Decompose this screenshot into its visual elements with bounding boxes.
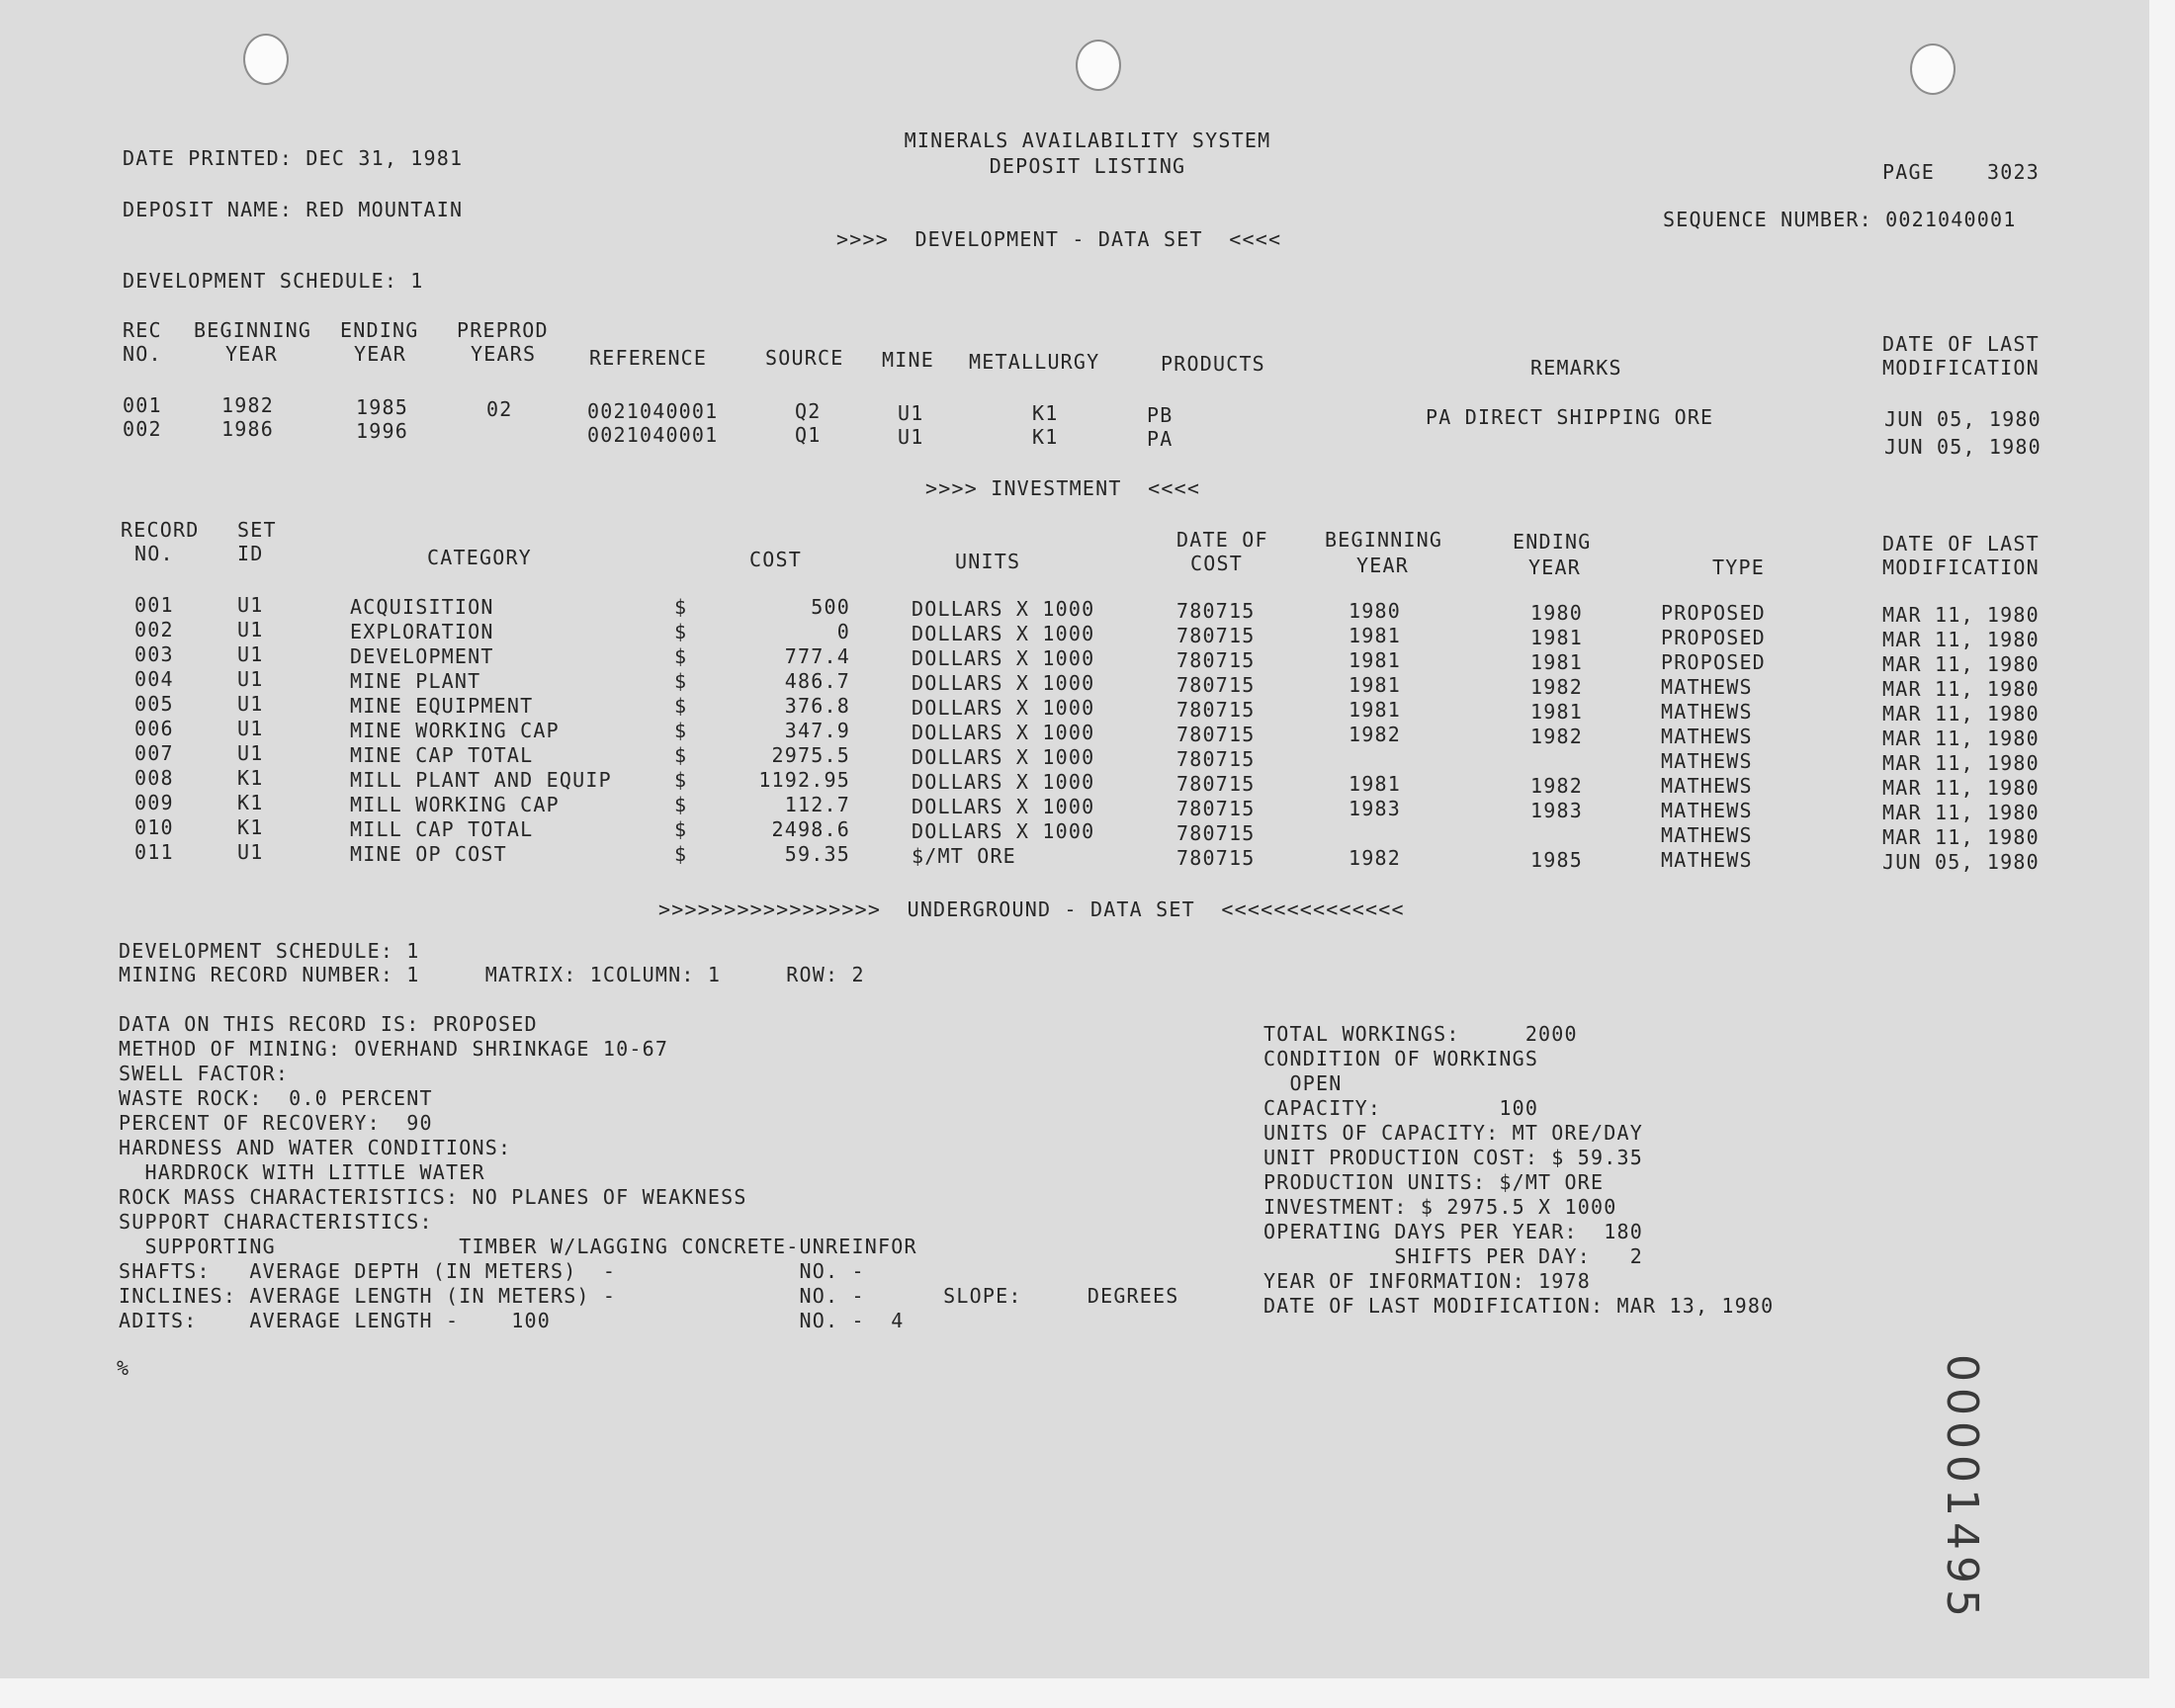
page-number: 3023 <box>1987 160 2040 184</box>
cell-set-id: U1 <box>237 667 264 691</box>
cell-beginning-year: 1981 <box>1348 624 1401 647</box>
cell-date-of-cost: 780715 <box>1176 797 1256 820</box>
cell-units: DOLLARS X 1000 <box>912 622 1095 645</box>
cell-currency: $ <box>674 719 688 742</box>
cell-currency: $ <box>674 743 688 767</box>
cell-beginning-year: 1981 <box>1348 648 1401 672</box>
cell-record-no: 001 <box>134 593 174 617</box>
cell-category: EXPLORATION <box>350 620 494 643</box>
cell-units: DOLLARS X 1000 <box>912 770 1095 794</box>
underground-detail-line: INVESTMENT: $ 2975.5 X 1000 <box>1263 1195 1617 1219</box>
cell-set-id: K1 <box>237 815 264 839</box>
cell-ending-year: 1985 <box>1530 848 1583 872</box>
underground-detail-line: SWELL FACTOR: <box>119 1062 290 1085</box>
cell-set-id: U1 <box>237 642 264 666</box>
underground-schedule: DEVELOPMENT SCHEDULE: 1 <box>119 939 420 963</box>
cell-units: DOLLARS X 1000 <box>912 819 1095 843</box>
cell-type: MATHEWS <box>1661 823 1753 847</box>
cell-last-modification: MAR 11, 1980 <box>1882 825 2040 849</box>
cell-record-no: 011 <box>134 840 174 864</box>
cell-cost: 112.7 <box>784 793 850 816</box>
cell-beginning-year: 1982 <box>1348 723 1401 746</box>
cell-record-no: 007 <box>134 741 174 765</box>
cell-units: DOLLARS X 1000 <box>912 671 1095 695</box>
cell-type: MATHEWS <box>1661 749 1753 773</box>
cell-ending-year: 1982 <box>1530 774 1583 798</box>
cell-rec: 001 <box>123 393 162 417</box>
cell-category: MINE WORKING CAP <box>350 719 560 742</box>
cell-last-modification: JUN 05, 1980 <box>1884 435 2042 459</box>
underground-detail-line: PERCENT OF RECOVERY: 90 <box>119 1111 433 1135</box>
cell-units: DOLLARS X 1000 <box>912 696 1095 720</box>
page-edge-right <box>2149 0 2175 1708</box>
page-edge-bottom <box>0 1678 2175 1708</box>
cell-source: Q2 <box>795 399 822 423</box>
col-ending-year: ENDING <box>1513 530 1592 554</box>
cell-mine: U1 <box>898 425 924 449</box>
cell-record-no: 010 <box>134 815 174 839</box>
cell-mine: U1 <box>898 401 924 425</box>
cell-set-id: K1 <box>237 766 264 790</box>
cell-ending-year: 1996 <box>356 419 408 443</box>
page-stamp: 00001495 <box>1937 1354 1987 1623</box>
col-record-no: NO. <box>134 542 174 565</box>
cell-currency: $ <box>674 817 688 841</box>
cell-cost: 2498.6 <box>771 817 850 841</box>
underground-detail-line: CONDITION OF WORKINGS <box>1263 1047 1539 1070</box>
cell-reference: 0021040001 <box>587 399 719 423</box>
underground-detail-line: TOTAL WORKINGS: 2000 <box>1263 1022 1578 1046</box>
cell-type: MATHEWS <box>1661 848 1753 872</box>
cell-units: DOLLARS X 1000 <box>912 745 1095 769</box>
underground-detail-line: DATA ON THIS RECORD IS: PROPOSED <box>119 1012 538 1036</box>
underground-detail-line: DATE OF LAST MODIFICATION: MAR 13, 1980 <box>1263 1294 1775 1318</box>
cell-beginning-year: 1986 <box>221 417 274 441</box>
cell-date-of-cost: 780715 <box>1176 846 1256 870</box>
col-products: PRODUCTS <box>1161 352 1265 376</box>
cell-date-of-cost: 780715 <box>1176 624 1256 647</box>
cell-units: DOLLARS X 1000 <box>912 646 1095 670</box>
cell-set-id: U1 <box>237 618 264 641</box>
cell-type: PROPOSED <box>1661 626 1766 649</box>
cell-last-modification: MAR 11, 1980 <box>1882 677 2040 701</box>
cell-ending-year: 1982 <box>1530 675 1583 699</box>
cell-set-id: U1 <box>237 692 264 716</box>
development-banner: >>>> DEVELOPMENT - DATA SET <<<< <box>836 227 1282 251</box>
col-remarks: REMARKS <box>1530 356 1622 380</box>
cell-record-no: 009 <box>134 791 174 814</box>
cell-record-no: 003 <box>134 642 174 666</box>
cell-currency: $ <box>674 793 688 816</box>
cell-beginning-year: 1981 <box>1348 698 1401 722</box>
col-reference: REFERENCE <box>589 346 708 370</box>
cell-type: MATHEWS <box>1661 774 1753 798</box>
cell-cost: 2975.5 <box>771 743 850 767</box>
cell-date-of-cost: 780715 <box>1176 698 1256 722</box>
cell-category: MILL CAP TOTAL <box>350 817 534 841</box>
system-title: MINERALS AVAILABILITY SYSTEM <box>904 128 1271 152</box>
cell-beginning-year: 1982 <box>1348 846 1401 870</box>
cell-type: PROPOSED <box>1661 601 1766 625</box>
underground-detail-line: SUPPORTING TIMBER W/LAGGING CONCRETE-UNREINFOR <box>119 1235 917 1258</box>
cell-type: PROPOSED <box>1661 650 1766 674</box>
investment-banner: >>>> INVESTMENT <<<< <box>925 476 1201 500</box>
cell-ending-year: 1981 <box>1530 650 1583 674</box>
cell-products: PB <box>1147 403 1174 427</box>
col-rec: REC <box>123 318 162 342</box>
underground-detail-line: INCLINES: AVERAGE LENGTH (IN METERS) - NO. - SLOPE: DEGREES <box>119 1284 1179 1308</box>
col-cost: COST <box>749 548 802 571</box>
cell-record-no: 005 <box>134 692 174 716</box>
cell-beginning-year: 1981 <box>1348 673 1401 697</box>
cell-record-no: 004 <box>134 667 174 691</box>
underground-detail-line: OPERATING DAYS PER YEAR: 180 <box>1263 1220 1643 1243</box>
cell-units: $/MT ORE <box>912 844 1016 868</box>
underground-detail-line: SHAFTS: AVERAGE DEPTH (IN METERS) - NO. - <box>119 1259 865 1283</box>
cell-cost: 347.9 <box>784 719 850 742</box>
cell-rec: 002 <box>123 417 162 441</box>
cell-units: DOLLARS X 1000 <box>912 795 1095 818</box>
col-date-of-cost: DATE OF <box>1176 528 1268 552</box>
binder-hole-left <box>243 34 289 85</box>
col-preprod-years: PREPROD <box>457 318 549 342</box>
page-label: PAGE <box>1882 160 1935 184</box>
cell-currency: $ <box>674 595 688 619</box>
cell-last-modification: MAR 11, 1980 <box>1882 702 2040 726</box>
underground-detail-line: UNITS OF CAPACITY: MT ORE/DAY <box>1263 1121 1643 1145</box>
cell-currency: $ <box>674 620 688 643</box>
col-type: TYPE <box>1712 555 1765 579</box>
col-metallurgy: METALLURGY <box>969 350 1100 374</box>
underground-detail-line: SHIFTS PER DAY: 2 <box>1263 1244 1643 1268</box>
cell-beginning-year: 1981 <box>1348 772 1401 796</box>
cell-type: MATHEWS <box>1661 700 1753 724</box>
underground-detail-line: METHOD OF MINING: OVERHAND SHRINKAGE 10-67 <box>119 1037 669 1061</box>
col-beginning-year: YEAR <box>225 342 278 366</box>
cell-category: MINE CAP TOTAL <box>350 743 534 767</box>
cell-date-of-cost: 780715 <box>1176 772 1256 796</box>
underground-detail-line: PRODUCTION UNITS: $/MT ORE <box>1263 1170 1605 1194</box>
cell-category: MINE OP COST <box>350 842 507 866</box>
col-beginning-year: BEGINNING <box>1325 528 1443 552</box>
cell-category: MINE PLANT <box>350 669 481 693</box>
cell-last-modification: JUN 05, 1980 <box>1884 407 2042 431</box>
cell-cost: 376.8 <box>784 694 850 718</box>
cell-ending-year: 1981 <box>1530 700 1583 724</box>
cell-date-of-cost: 780715 <box>1176 821 1256 845</box>
cell-date-of-cost: 780715 <box>1176 747 1256 771</box>
cell-category: MINE EQUIPMENT <box>350 694 534 718</box>
cell-last-modification: MAR 11, 1980 <box>1882 652 2040 676</box>
underground-detail-line: YEAR OF INFORMATION: 1978 <box>1263 1269 1592 1293</box>
col-beginning-year: YEAR <box>1356 554 1409 577</box>
cell-source: Q1 <box>795 423 822 447</box>
cell-ending-year: 1981 <box>1530 626 1583 649</box>
cell-units: DOLLARS X 1000 <box>912 721 1095 744</box>
cell-beginning-year: 1983 <box>1348 797 1401 820</box>
col-rec: NO. <box>123 342 162 366</box>
cell-date-of-cost: 780715 <box>1176 673 1256 697</box>
cell-record-no: 002 <box>134 618 174 641</box>
cell-reference: 0021040001 <box>587 423 719 447</box>
cell-last-modification: MAR 11, 1980 <box>1882 776 2040 800</box>
col-mine: MINE <box>882 348 934 372</box>
col-record-no: RECORD <box>121 518 200 542</box>
cell-beginning-year: 1982 <box>221 393 274 417</box>
cell-currency: $ <box>674 694 688 718</box>
cell-type: MATHEWS <box>1661 799 1753 822</box>
cell-ending-year: 1980 <box>1530 601 1583 625</box>
cell-date-of-cost: 780715 <box>1176 599 1256 623</box>
cell-preprod-years: 02 <box>486 397 513 421</box>
binder-hole-right <box>1910 43 1956 95</box>
cell-set-id: U1 <box>237 593 264 617</box>
sequence-number: SEQUENCE NUMBER: 0021040001 <box>1663 208 2017 231</box>
cell-last-modification: JUN 05, 1980 <box>1882 850 2040 874</box>
underground-detail-line: WASTE ROCK: 0.0 PERCENT <box>119 1086 433 1110</box>
underground-detail-line: UNIT PRODUCTION COST: $ 59.35 <box>1263 1146 1643 1169</box>
cell-metallurgy: K1 <box>1032 425 1059 449</box>
underground-detail-line: ROCK MASS CHARACTERISTICS: NO PLANES OF WEAKNESS <box>119 1185 747 1209</box>
cell-cost: 59.35 <box>784 842 850 866</box>
cell-currency: $ <box>674 644 688 668</box>
underground-detail-line: CAPACITY: 100 <box>1263 1096 1539 1120</box>
cell-currency: $ <box>674 669 688 693</box>
cell-set-id: K1 <box>237 791 264 814</box>
underground-detail-line: HARDROCK WITH LITTLE WATER <box>119 1160 485 1184</box>
cell-units: DOLLARS X 1000 <box>912 597 1095 621</box>
col-category: CATEGORY <box>427 546 532 569</box>
cell-record-no: 008 <box>134 766 174 790</box>
col-units: UNITS <box>955 550 1021 573</box>
col-preprod-years: YEARS <box>471 342 537 366</box>
cell-record-no: 006 <box>134 717 174 740</box>
col-last-modification: DATE OF LAST <box>1882 332 2040 356</box>
cell-cost: 486.7 <box>784 669 850 693</box>
cell-date-of-cost: 780715 <box>1176 648 1256 672</box>
cell-cost: 777.4 <box>784 644 850 668</box>
cell-cost: 1192.95 <box>758 768 850 792</box>
cell-metallurgy: K1 <box>1032 401 1059 425</box>
cell-set-id: U1 <box>237 840 264 864</box>
cell-category: MILL PLANT AND EQUIP <box>350 768 612 792</box>
date-printed: DATE PRINTED: DEC 31, 1981 <box>123 146 464 170</box>
col-beginning-year: BEGINNING <box>194 318 312 342</box>
cell-last-modification: MAR 11, 1980 <box>1882 603 2040 627</box>
cell-ending-year: 1982 <box>1530 725 1583 748</box>
cell-ending-year: 1985 <box>356 395 408 419</box>
col-last-modification: MODIFICATION <box>1882 356 2040 380</box>
col-source: SOURCE <box>765 346 844 370</box>
col-ending-year: YEAR <box>354 342 406 366</box>
col-set-id: SET <box>237 518 277 542</box>
cell-ending-year: 1983 <box>1530 799 1583 822</box>
col-set-id: ID <box>237 542 264 565</box>
cell-cost: 0 <box>836 620 850 643</box>
cell-last-modification: MAR 11, 1980 <box>1882 628 2040 651</box>
cell-last-modification: MAR 11, 1980 <box>1882 801 2040 824</box>
underground-detail-line: HARDNESS AND WATER CONDITIONS: <box>119 1136 512 1159</box>
cell-last-modification: MAR 11, 1980 <box>1882 751 2040 775</box>
end-mark: % <box>117 1356 130 1380</box>
cell-type: MATHEWS <box>1661 725 1753 748</box>
col-date-of-cost: COST <box>1190 552 1243 575</box>
underground-detail-line: ADITS: AVERAGE LENGTH - 100 NO. - 4 <box>119 1309 905 1332</box>
cell-set-id: U1 <box>237 741 264 765</box>
cell-category: ACQUISITION <box>350 595 494 619</box>
cell-cost: 500 <box>811 595 850 619</box>
cell-products: PA <box>1147 427 1174 451</box>
cell-currency: $ <box>674 768 688 792</box>
cell-beginning-year: 1980 <box>1348 599 1401 623</box>
cell-currency: $ <box>674 842 688 866</box>
binder-hole-center <box>1076 40 1121 91</box>
cell-type: MATHEWS <box>1661 675 1753 699</box>
cell-remarks: PA DIRECT SHIPPING ORE <box>1426 405 1714 429</box>
mining-record-line: MINING RECORD NUMBER: 1 MATRIX: 1COLUMN: 1 ROW: 2 <box>119 963 865 986</box>
cell-category: DEVELOPMENT <box>350 644 494 668</box>
underground-detail-line: OPEN <box>1263 1071 1343 1095</box>
col-last-modification: MODIFICATION <box>1882 555 2040 579</box>
underground-detail-line: SUPPORT CHARACTERISTICS: <box>119 1210 433 1234</box>
col-last-modification: DATE OF LAST <box>1882 532 2040 555</box>
cell-date-of-cost: 780715 <box>1176 723 1256 746</box>
development-schedule: DEVELOPMENT SCHEDULE: 1 <box>123 269 424 293</box>
deposit-name: DEPOSIT NAME: RED MOUNTAIN <box>123 198 464 221</box>
col-ending-year: YEAR <box>1528 555 1581 579</box>
underground-banner: >>>>>>>>>>>>>>>>> UNDERGROUND - DATA SET <<<<<<<<<<<<<< <box>658 897 1405 921</box>
cell-set-id: U1 <box>237 717 264 740</box>
cell-category: MILL WORKING CAP <box>350 793 560 816</box>
col-ending-year: ENDING <box>340 318 419 342</box>
listing-title: DEPOSIT LISTING <box>989 154 1186 178</box>
cell-last-modification: MAR 11, 1980 <box>1882 726 2040 750</box>
